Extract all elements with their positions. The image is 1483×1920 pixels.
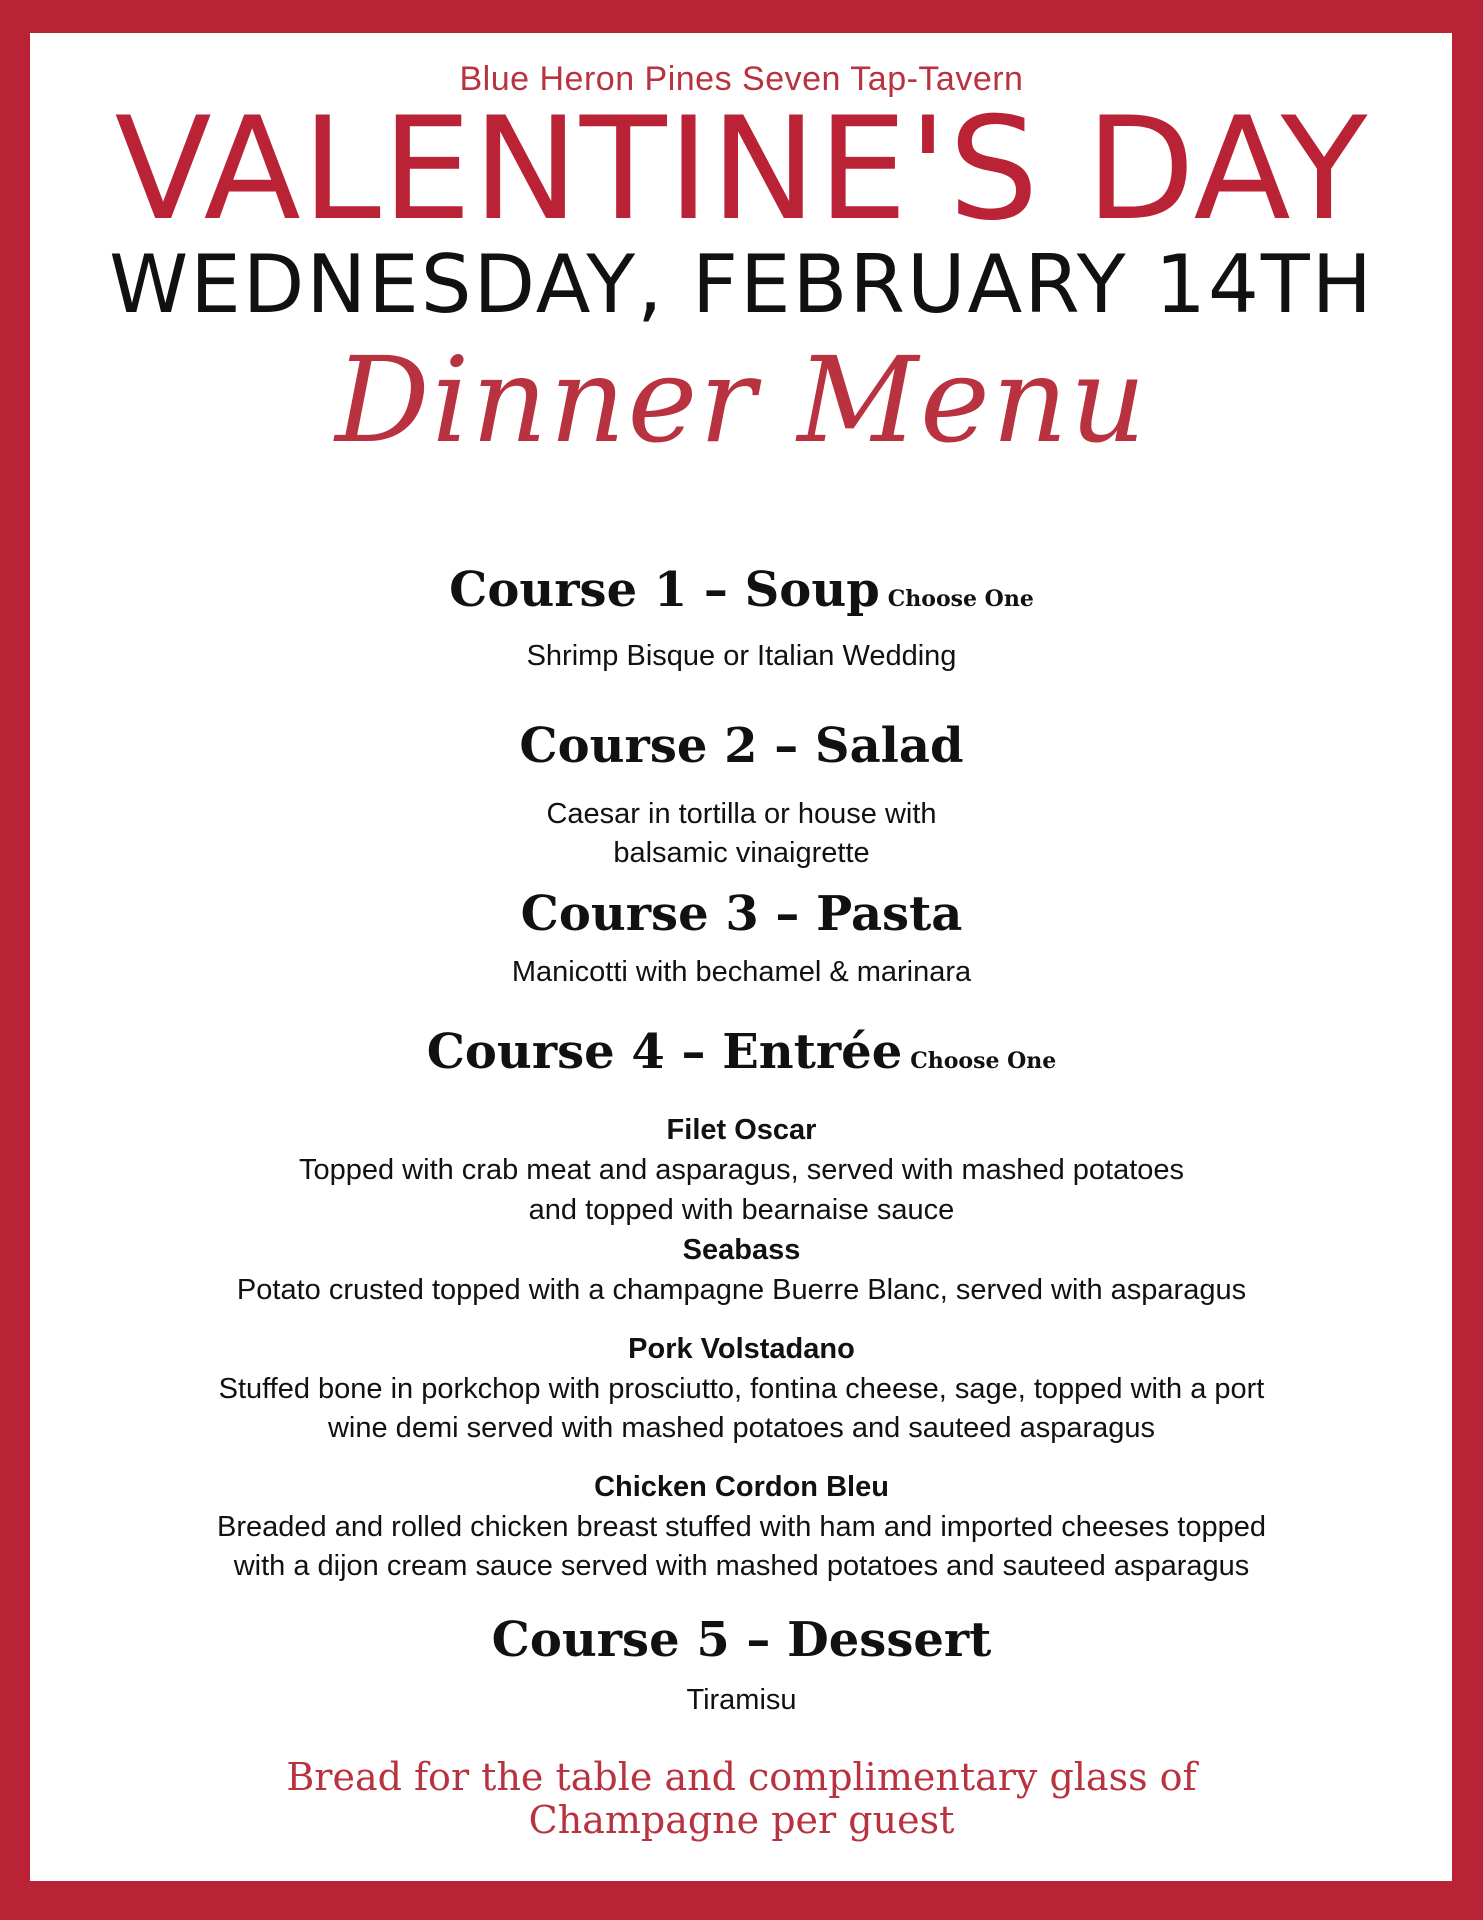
dish-desc-seabass-1: Potato crusted topped with a champagne Buerre Blanc, served with asparagus xyxy=(236,1274,1247,1306)
course-5-description: Tiramisu xyxy=(686,1684,797,1716)
course-5-title: Course 5 – Dessert xyxy=(491,1612,992,1668)
course-1-description: Shrimp Bisque or Italian Wedding xyxy=(526,640,957,672)
course-1-note: Choose One xyxy=(887,586,1034,612)
dish-desc-filet-oscar-2: and topped with bearnaise sauce xyxy=(528,1194,955,1226)
dish-desc-filet-oscar-1: Topped with crab meat and asparagus, served with mashed potatoes xyxy=(298,1154,1185,1186)
menu-subtitle: Dinner Menu xyxy=(335,331,1148,469)
venue-name: Blue Heron Pines Seven Tap-Tavern xyxy=(459,60,1024,98)
course-5-heading xyxy=(0,1612,1483,1668)
dish-name-pork-volstadano: Pork Volstadano xyxy=(628,1333,855,1365)
course-1-heading xyxy=(0,562,1483,627)
event-date: WEDNESDAY, FEBRUARY 14TH xyxy=(109,238,1374,331)
course-2-description-line-2: balsamic vinaigrette xyxy=(613,837,870,869)
event-title: VALENTINE'S DAY xyxy=(114,87,1369,252)
dish-desc-pork-volstadano-2: wine demi served with mashed potatoes and sauteed asparagus xyxy=(327,1412,1155,1444)
course-1-title: Course 1 – Soup xyxy=(449,562,880,618)
course-2-description-line-1: Caesar in tortilla or house with xyxy=(546,798,937,830)
course-4-note: Choose One xyxy=(910,1048,1057,1074)
course-2-title: Course 2 – Salad xyxy=(519,718,964,774)
footer-line-1: Bread for the table and complimentary glass of xyxy=(286,1755,1197,1799)
dish-desc-chicken-cordon-bleu-1: Breaded and rolled chicken breast stuffed with ham and imported cheeses topped xyxy=(217,1511,1266,1543)
dish-desc-pork-volstadano-1: Stuffed bone in porkchop with prosciutto, fontina cheese, sage, topped with a port xyxy=(218,1373,1265,1405)
course-2-heading xyxy=(0,718,1483,774)
course-3-description: Manicotti with bechamel & marinara xyxy=(511,956,972,988)
course-4-heading xyxy=(0,1024,1483,1089)
dish-name-seabass: Seabass xyxy=(682,1234,801,1266)
course-4-title: Course 4 – Entrée xyxy=(426,1024,903,1080)
dish-name-chicken-cordon-bleu: Chicken Cordon Bleu xyxy=(594,1471,889,1503)
course-3-heading xyxy=(0,886,1483,942)
dish-name-filet-oscar: Filet Oscar xyxy=(666,1114,817,1146)
footer-line-2: Champagne per guest xyxy=(528,1798,955,1842)
course-3-title: Course 3 – Pasta xyxy=(520,886,963,942)
dish-desc-chicken-cordon-bleu-2: with a dijon cream sauce served with mashed potatoes and sauteed asparagus xyxy=(233,1550,1250,1582)
